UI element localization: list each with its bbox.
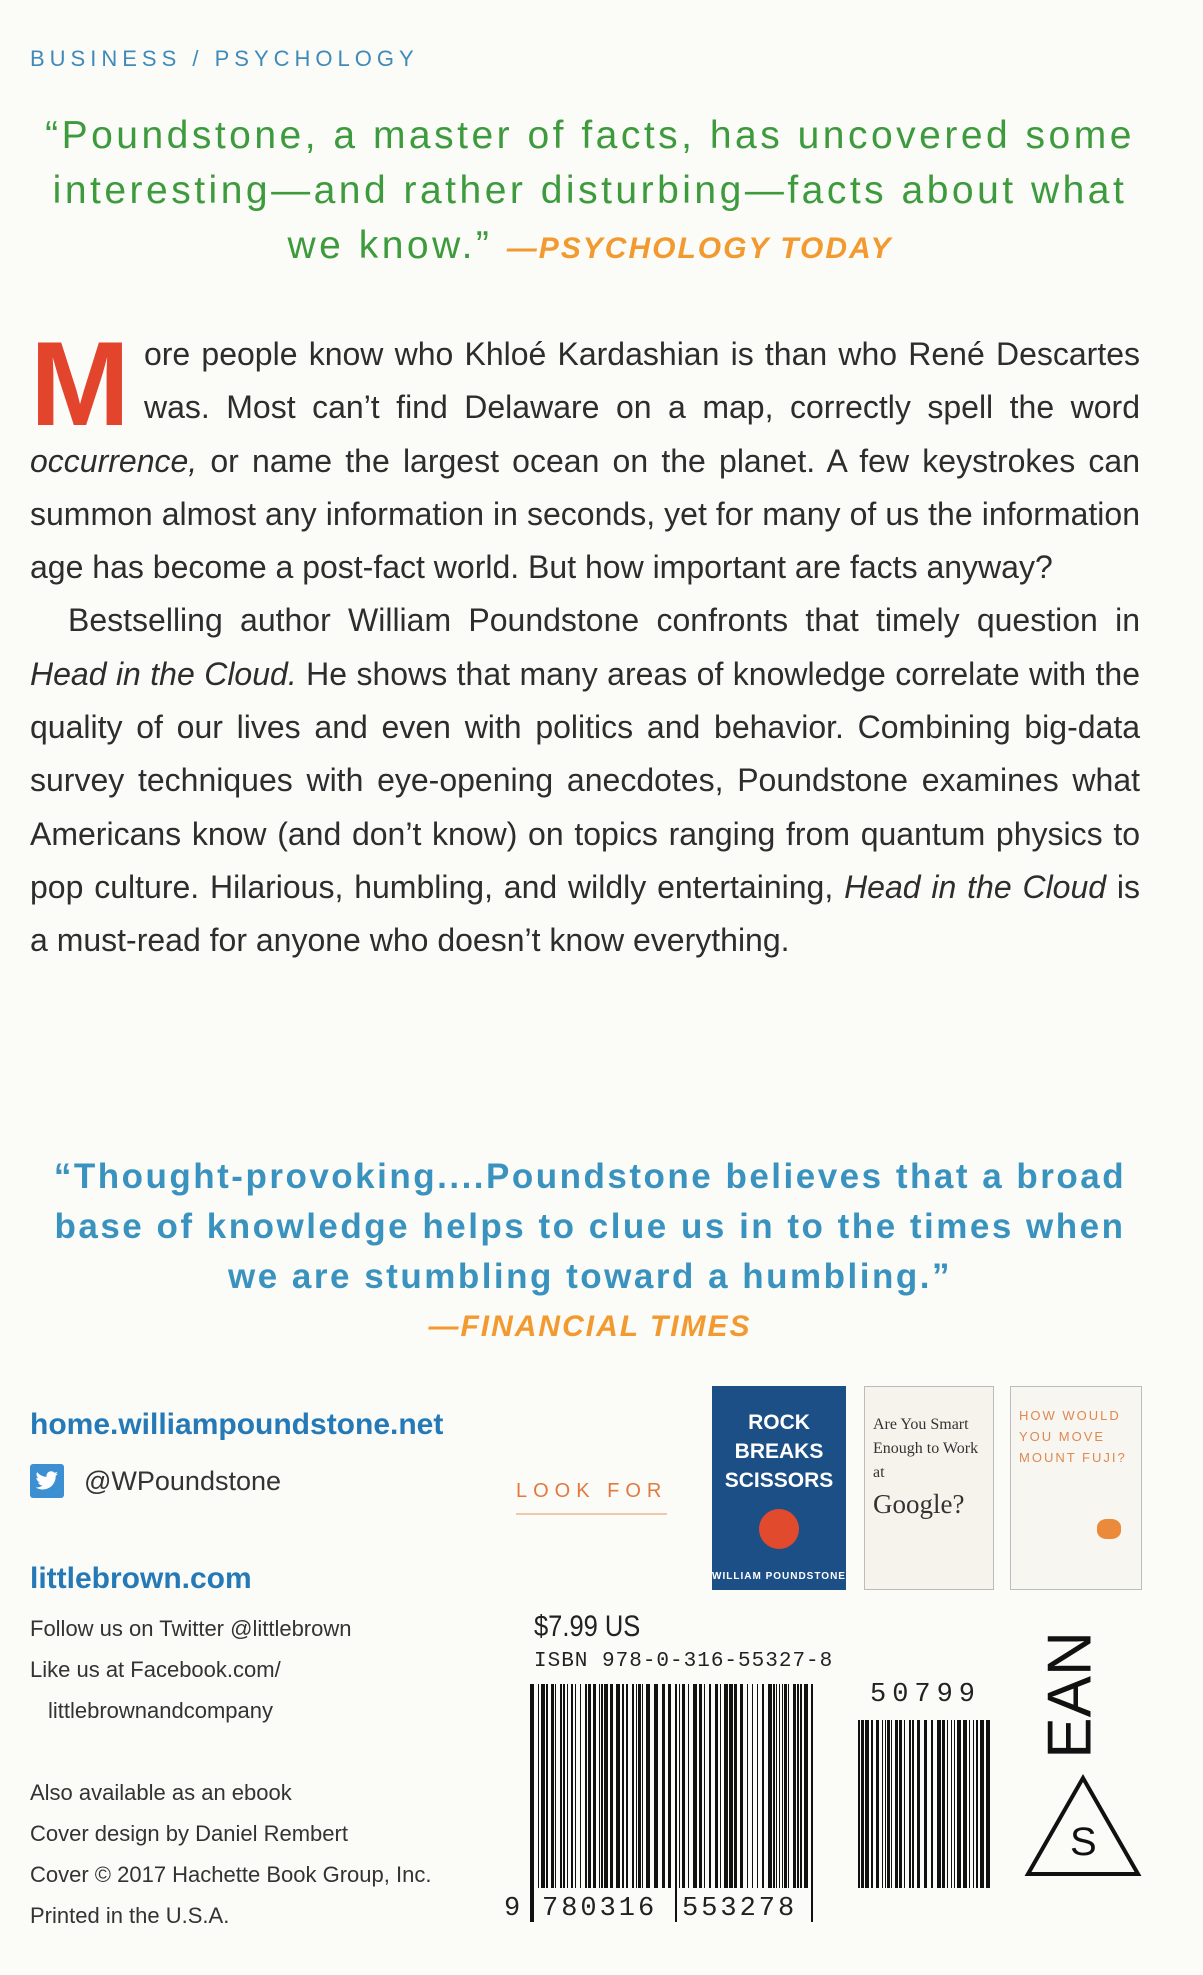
- twitter-handle: @WPoundstone: [84, 1465, 282, 1496]
- author-twitter[interactable]: [30, 1464, 281, 1498]
- p1-emphasis: occurrence,: [30, 442, 198, 479]
- barcode-group-2: 553278: [682, 1894, 798, 1924]
- copyright-line: Cover © 2017 Hachette Book Group, Inc.: [30, 1862, 432, 1887]
- bottom-review-quote: [30, 1152, 1150, 1352]
- book-thumbnail-google[interactable]: [864, 1386, 994, 1590]
- book-title: HOW WOULD YOU MOVE MOUNT FUJI?: [1019, 1408, 1127, 1465]
- twitter-bird-icon: [30, 1464, 64, 1498]
- p1-text-a: ore people know who Khloé Kardashian is than who René Descartes was. Most can’t find Delaware on a map, correctly spell the word: [143, 336, 1140, 426]
- bottom-quote-text: “Thought-provoking....Poundstone believes that a broad base of knowledge helps to clue us in to the times when we are stumbling toward a humbling.”: [53, 1157, 1127, 1296]
- top-quote-text: “Poundstone, a master of facts, has uncovered some interesting—and rather disturbing—facts about what we know.”: [45, 114, 1135, 267]
- hand-emblem-icon: [759, 1509, 799, 1549]
- book-thumbnail-mount-fuji[interactable]: [1010, 1386, 1142, 1590]
- p2-text-a: Bestselling author William Poundstone confronts that timely question in: [68, 602, 1140, 639]
- category-label: BUSINESS / PSYCHOLOGY: [30, 46, 419, 71]
- top-review-quote: [30, 108, 1150, 276]
- isbn: ISBN 978-0-316-55327-8: [534, 1650, 834, 1673]
- barcode-first-digit: 9: [504, 1894, 524, 1924]
- publisher-social: [30, 1608, 352, 1731]
- publisher-twitter-line: Follow us on Twitter @littlebrown: [30, 1616, 352, 1641]
- book-description: [30, 317, 1141, 968]
- author-website-link[interactable]: home.williampoundstone.net: [30, 1408, 444, 1441]
- book-thumbnail-rock-breaks-scissors[interactable]: [712, 1386, 846, 1590]
- price-addon-barcode: [856, 1720, 996, 1922]
- look-for-label: LOOK FOR: [516, 1480, 667, 1515]
- p1-text-b: or name the largest ocean on the planet. A few keystrokes can summon almost any information in seconds, yet for many of us the information age has become a post-fact world. But how important are facts anyway?: [30, 442, 1140, 586]
- isbn-barcode: [528, 1684, 820, 1922]
- ean-text: EAN: [1035, 1631, 1105, 1759]
- description-paragraph-2: [30, 594, 1140, 967]
- book-title: ROCK BREAKS SCISSORS: [724, 1411, 834, 1492]
- p2-title-1: Head in the Cloud.: [30, 655, 297, 692]
- description-paragraph-1: [30, 317, 1140, 594]
- book-author: WILLIAM POUNDSTONE: [712, 1571, 846, 1582]
- drop-cap: M: [30, 317, 130, 451]
- publisher-facebook-line: Like us at Facebook.com/: [30, 1657, 281, 1682]
- cover-credits: [30, 1772, 431, 1936]
- publisher-facebook-handle: littlebrownandcompany: [48, 1698, 274, 1723]
- s-mark: S: [1070, 1820, 1097, 1864]
- p2-text-b: He shows that many areas of knowledge correlate with the quality of our lives and even with politics and behavior. Combining big-data survey techniques with eye-opening anecdotes, Poundstone examines what Americans know (and don’t know) on topics ranging from quantum physics to pop culture. Hilarious, humbling, and wildly entertaining,: [30, 655, 1141, 905]
- printed-in: Printed in the U.S.A.: [30, 1903, 230, 1928]
- p2-title-2: Head in the Cloud: [844, 868, 1107, 905]
- p2-text-c: is a must-read for anyone who doesn’t know everything.: [30, 868, 1141, 959]
- cover-designer: Cover design by Daniel Rembert: [30, 1821, 348, 1846]
- barcode-group-1: 780316: [542, 1894, 658, 1924]
- bottom-quote-attribution: —FINANCIAL TIMES: [428, 1310, 752, 1343]
- book-title: Are You Smart Enough to Work at: [873, 1416, 979, 1481]
- top-quote-attribution: —PSYCHOLOGY TODAY: [506, 232, 893, 265]
- book-title-google: Google?: [873, 1489, 965, 1519]
- publisher-website-link[interactable]: littlebrown.com: [30, 1562, 252, 1595]
- fuji-illustration-icon: [1097, 1519, 1121, 1539]
- addon-digits: 50799: [870, 1680, 982, 1710]
- price: $7.99 US: [534, 1610, 641, 1643]
- ebook-note: Also available as an ebook: [30, 1780, 292, 1805]
- ean-label: [1035, 1630, 1105, 1760]
